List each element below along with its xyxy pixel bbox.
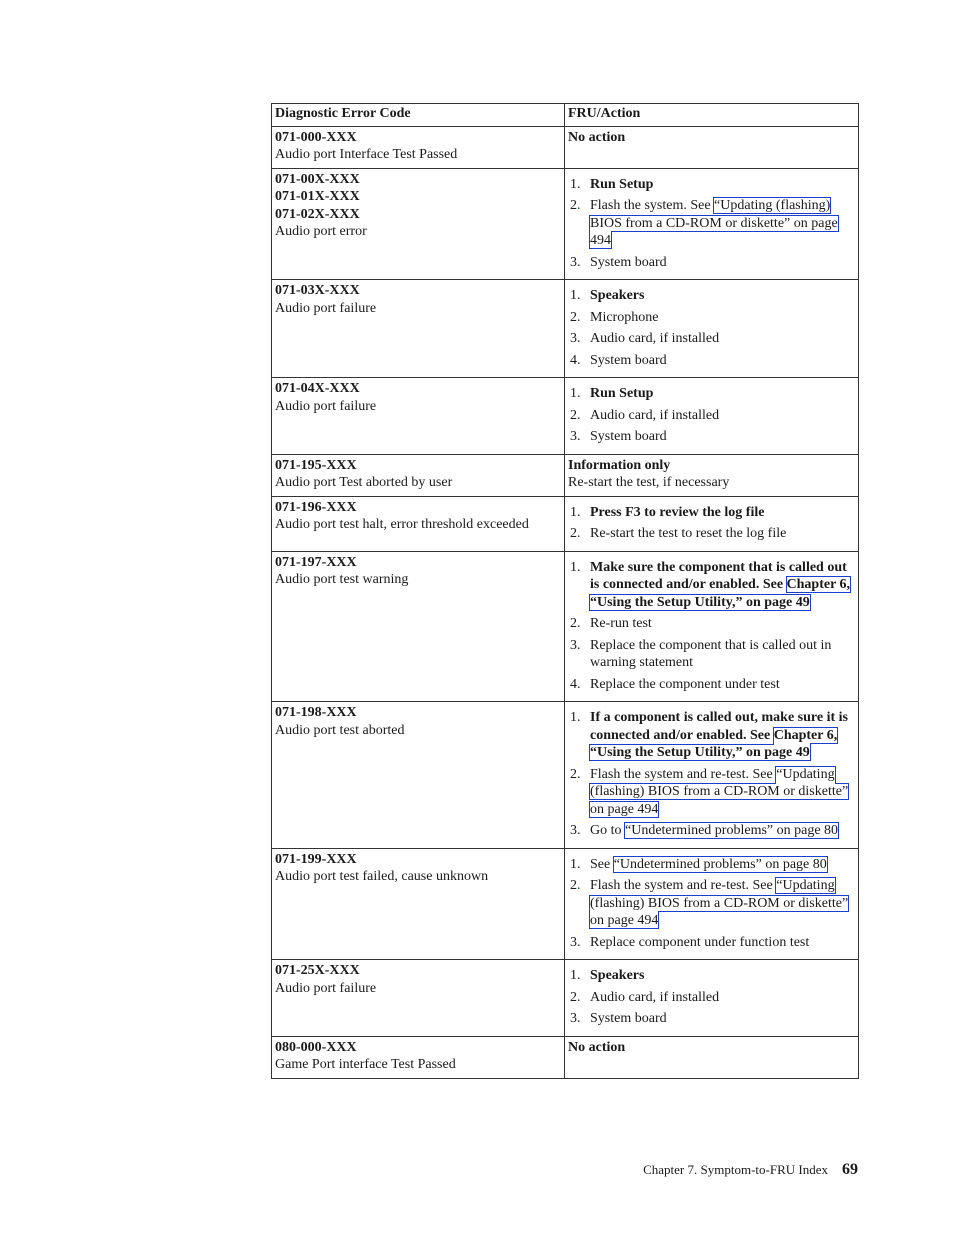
action-list [568,176,855,272]
step-number: 1. [570,176,581,192]
action-step [568,352,855,370]
action-step [568,428,855,446]
action-step [568,1010,855,1028]
fru-action-cell [565,702,859,849]
error-description: Audio port error [275,224,367,239]
error-code: 071-000-XXX [275,129,357,145]
fru-action-cell [565,280,859,378]
fru-action-cell [565,960,859,1037]
step-number: 2. [570,616,581,631]
action-step [568,766,855,819]
step-number: 2. [570,766,581,782]
step-text: Run Setup [590,176,654,192]
step-number: 2. [570,878,581,893]
step-text: Flash the system and re-test. See [590,878,777,893]
fru-action-cell [565,378,859,455]
table-row [272,454,859,496]
error-description: Audio port test failed, cause unknown [275,869,489,884]
table-row [272,168,859,280]
error-code-cell [272,378,565,455]
action-step [568,822,855,840]
step-text: Microphone [590,309,659,325]
error-code: 071-25X-XXX [275,963,360,978]
table-row [272,551,859,702]
action-list [568,967,855,1028]
action-step [568,525,855,543]
action-list [568,504,855,543]
step-number: 2. [570,198,581,213]
error-code-cell [272,454,565,496]
step-text: Audio card, if installed [590,989,720,1005]
action-heading: No action [568,1039,626,1055]
error-code-cell [272,1036,565,1078]
cross-reference-link[interactable]: “Updating (flashing) BIOS from a CD-ROM or diskette” on page 494 [590,198,838,248]
error-description: Game Port interface Test Passed [275,1057,456,1072]
step-text: Run Setup [590,386,654,401]
error-description: Audio port test aborted [275,722,405,738]
error-code: 071-198-XXX [275,705,357,720]
error-code-cell [272,126,565,168]
step-text: System board [590,254,667,270]
header-diagnostic-error-code: Diagnostic Error Code [272,104,565,127]
cross-reference-link[interactable]: “Undetermined problems” on page 80 [613,856,827,872]
error-code: 071-196-XXX [275,499,357,515]
action-step [568,407,855,425]
error-code-cell [272,960,565,1037]
step-text: Make sure the component that is called out is connected and/or enabled. See [590,559,847,592]
action-text: Re-start the test, if necessary [568,475,730,490]
step-text: Audio card, if installed [590,407,720,423]
error-code: 071-197-XXX [275,554,357,570]
step-text: Re-start the test to reset the log file [590,526,787,541]
fru-action-cell [565,1036,859,1078]
action-list [568,709,855,840]
action-step [568,615,855,633]
action-step [568,934,855,952]
table-row [272,496,859,551]
step-number: 3. [570,1011,581,1026]
step-number: 3. [570,429,581,444]
step-text: Flash the system. See [590,198,715,213]
action-step [568,559,855,612]
step-number: 4. [570,352,581,368]
error-description: Audio port test warning [275,572,409,587]
action-step [568,637,855,672]
error-code-cell [272,280,565,378]
step-number: 1. [570,968,581,983]
error-description: Audio port test halt, error threshold exceeded [275,517,529,532]
fru-action-cell [565,496,859,551]
error-description: Audio port Interface Test Passed [275,147,458,162]
action-step [568,309,855,327]
step-text: Replace component under function test [590,934,810,950]
table-row [272,702,859,849]
fru-action-cell [565,454,859,496]
error-code-cell [272,551,565,702]
error-code: 080-000-XXX [275,1039,357,1055]
step-number: 2. [570,407,581,423]
action-heading: Information only [568,457,671,473]
error-code-cell [272,702,565,849]
error-code: 071-195-XXX [275,457,357,473]
step-text: Go to [590,823,625,838]
page-footer [643,1161,858,1179]
step-text: System board [590,429,667,444]
error-code: 071-04X-XXX [275,381,360,396]
action-step [568,856,855,874]
cross-reference-link[interactable]: Chapter 6, “Using the Setup Utility,” on page 49 [590,727,838,760]
step-text: System board [590,1011,667,1026]
step-number: 3. [570,254,581,270]
action-step [568,385,855,403]
error-code: 071-199-XXX [275,851,357,867]
cross-reference-link[interactable]: “Updating (flashing) BIOS from a CD-ROM or diskette” on page 494 [590,766,849,817]
error-code-cell [272,168,565,280]
step-text: System board [590,352,667,368]
table-header-row [272,104,859,127]
error-code: 071-00X-XXX [275,171,360,187]
action-list [568,856,855,952]
table-row [272,126,859,168]
fru-action-cell [565,168,859,280]
error-description: Audio port Test aborted by user [275,475,453,490]
cross-reference-link[interactable]: Chapter 6, “Using the Setup Utility,” on page 49 [590,577,851,610]
step-number: 2. [570,309,581,325]
error-code-cell [272,848,565,960]
error-description: Audio port failure [275,300,377,316]
step-number: 1. [570,288,581,303]
step-number: 1. [570,856,581,872]
step-text: Replace the component under test [590,676,780,692]
step-text: Audio card, if installed [590,331,720,346]
action-list [568,559,855,694]
action-list [568,385,855,446]
step-text: Speakers [590,288,645,303]
error-code: 071-03X-XXX [275,283,360,298]
action-step [568,330,855,348]
footer-chapter-title: Chapter 7. Symptom-to-FRU Index [643,1162,828,1177]
step-number: 1. [570,386,581,401]
fru-action-cell [565,551,859,702]
table-row [272,378,859,455]
step-text: See [590,856,614,872]
table-row [272,848,859,960]
step-number: 1. [570,504,581,520]
action-step [568,504,855,522]
cross-reference-link[interactable]: “Updating (flashing) BIOS from a CD-ROM or diskette” on page 494 [590,878,849,928]
step-text: Speakers [590,968,645,983]
step-number: 3. [570,934,581,950]
fru-action-cell [565,126,859,168]
step-text: Press F3 to review the log file [590,504,765,520]
action-list [568,287,855,369]
table-row [272,1036,859,1078]
action-step [568,709,855,762]
fru-action-cell [565,848,859,960]
action-step [568,197,855,250]
error-code: 071-02X-XXX [275,206,360,222]
diagnostic-table [271,103,859,1079]
action-step [568,877,855,930]
step-number: 3. [570,823,581,838]
step-number: 2. [570,526,581,541]
page-number: 69 [842,1161,858,1178]
step-number: 3. [570,331,581,346]
step-number: 3. [570,637,581,653]
action-step [568,254,855,272]
step-number: 4. [570,676,581,692]
step-text: Flash the system and re-test. See [590,766,777,782]
table-row [272,960,859,1037]
step-text: Replace the component that is called out in warning statement [590,637,832,670]
step-text: Re-run test [590,616,652,631]
error-description: Audio port failure [275,398,377,414]
error-code: 071-01X-XXX [275,189,360,204]
cross-reference-link[interactable]: “Undetermined problems” on page 80 [625,823,839,838]
error-description: Audio port failure [275,980,377,996]
header-fru-action: FRU/Action [565,104,859,127]
step-text: If a component is called out, make sure it is connected and/or enabled. See [590,710,848,743]
table-row [272,280,859,378]
step-number: 1. [570,559,581,575]
action-heading: No action [568,129,626,145]
step-number: 1. [570,710,581,725]
step-number: 2. [570,989,581,1005]
action-step [568,176,855,194]
action-step [568,989,855,1007]
error-code-cell [272,496,565,551]
action-step [568,676,855,694]
action-step [568,967,855,985]
action-step [568,287,855,305]
